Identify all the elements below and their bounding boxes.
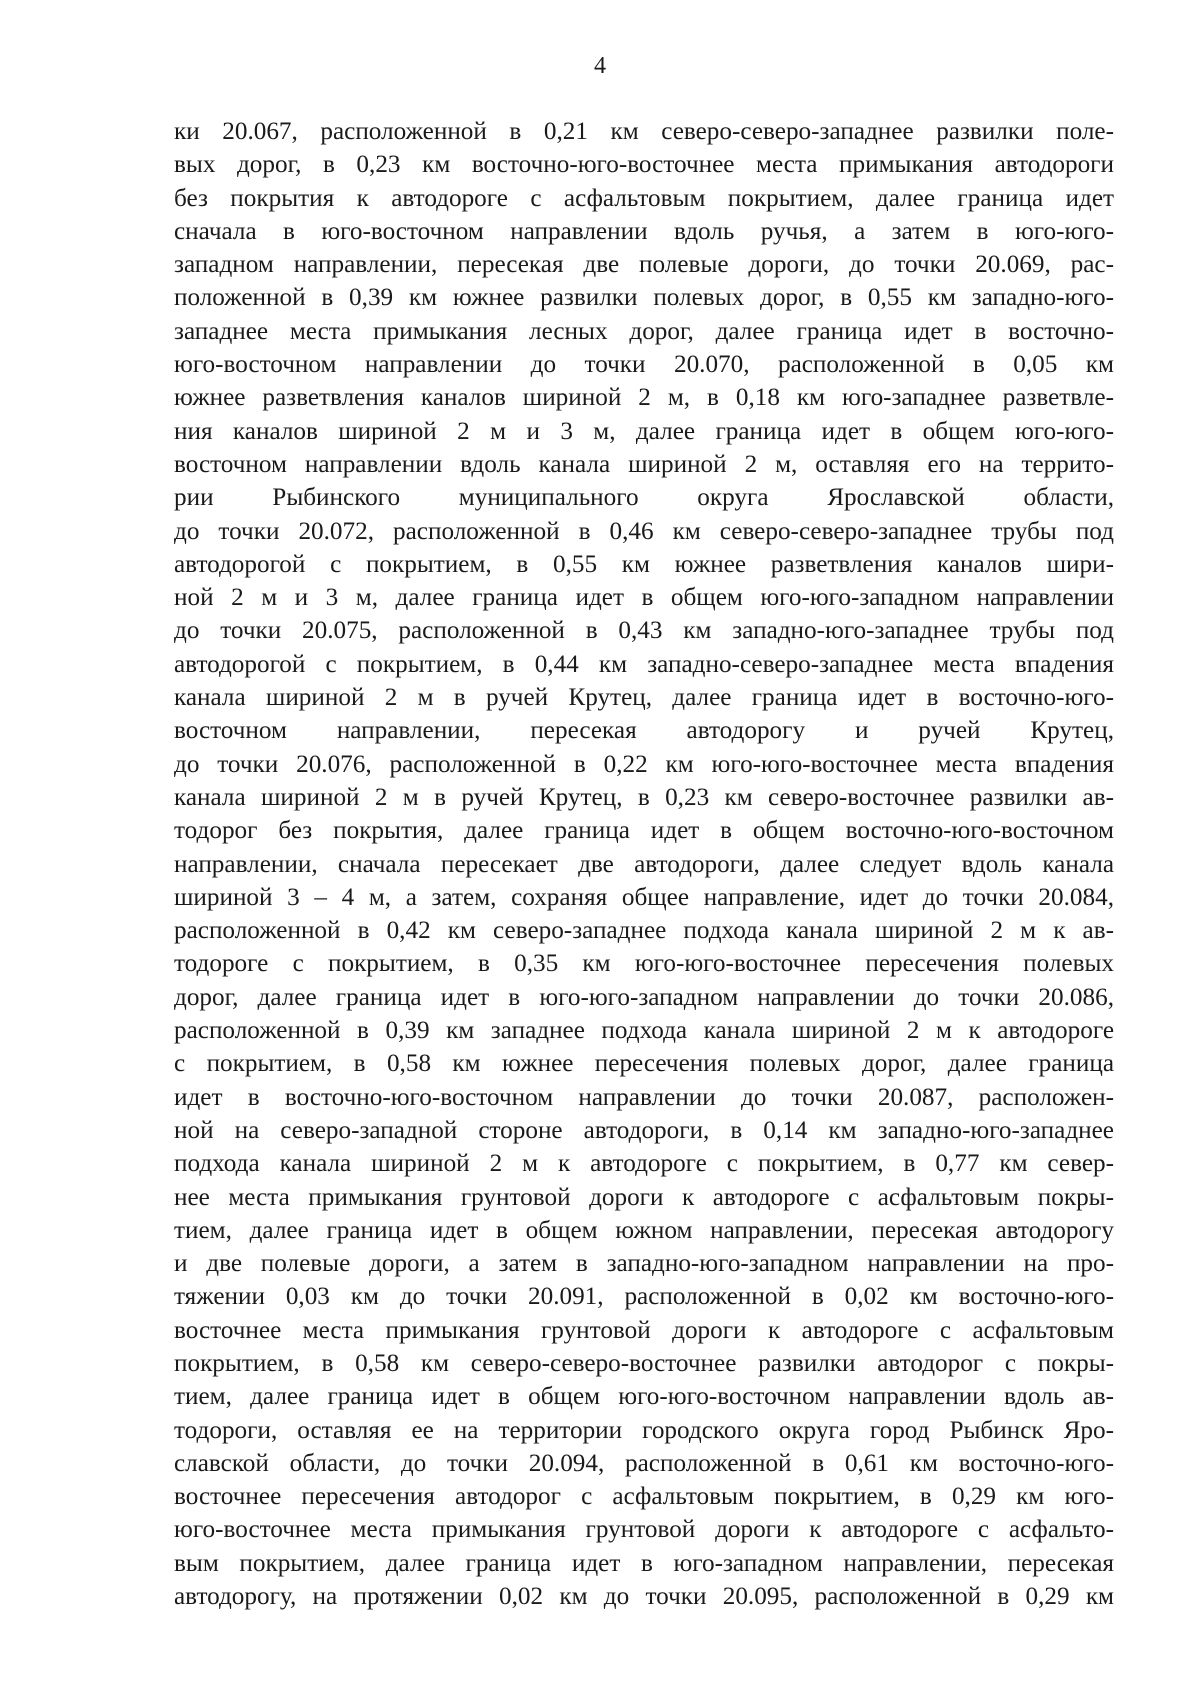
text-line: западном направлении, пересекая две полевые дороги, до точки 20.069, рас-	[174, 251, 1114, 279]
text-line: вых дорог, в 0,23 км восточно-юго-восточнее места примыкания автодороги	[174, 151, 1114, 179]
text-line: автодорогой с покрытием, в 0,44 км западно-северо-западнее места впадения	[174, 650, 1114, 678]
text-line: расположенной в 0,39 км западнее подхода канала шириной 2 м к автодороге	[174, 1017, 1114, 1045]
text-line: ки 20.067, расположенной в 0,21 км северо-северо-западнее развилки поле-	[174, 118, 1114, 145]
text-line: восточном направлении вдоль канала шириной 2 м, оставляя его на террито-	[174, 450, 1114, 478]
text-line: тием, далее граница идет в общем юго-юго-восточном направлении вдоль ав-	[174, 1383, 1114, 1411]
text-line: юго-восточном направлении до точки 20.070, расположенной в 0,05 км	[174, 351, 1114, 379]
document-body	[174, 115, 1114, 1613]
text-line: восточнее места примыкания грунтовой дороги к автодороге с асфальтовым	[174, 1316, 1114, 1344]
text-line: и две полевые дороги, а затем в западно-юго-западном направлении на про-	[174, 1250, 1114, 1278]
text-line: нее места примыкания грунтовой дороги к автодороге с асфальтовым покры-	[174, 1183, 1114, 1211]
text-line: южнее разветвления каналов шириной 2 м, в 0,18 км юго-западнее разветвле-	[174, 384, 1114, 412]
text-line: без покрытия к автодороге с асфальтовым покрытием, далее граница идет	[174, 184, 1114, 212]
text-line: тодороге с покрытием, в 0,35 км юго-юго-восточнее пересечения полевых	[174, 950, 1114, 978]
text-line: юго-восточнее места примыкания грунтовой дороги к автодороге с асфальто-	[174, 1516, 1114, 1544]
text-line: славской области, до точки 20.094, расположенной в 0,61 км восточно-юго-	[174, 1449, 1114, 1477]
text-line: подхода канала шириной 2 м к автодороге с покрытием, в 0,77 км север-	[174, 1150, 1114, 1178]
text-line: ной 2 м и 3 м, далее граница идет в общем юго-юго-западном направлении	[174, 584, 1114, 612]
text-line: до точки 20.072, расположенной в 0,46 км северо-северо-западнее трубы под	[174, 517, 1114, 545]
text-line: автодорогой с покрытием, в 0,55 км южнее разветвления каналов шири-	[174, 550, 1114, 578]
text-line: дорог, далее граница идет в юго-юго-западном направлении до точки 20.086,	[174, 983, 1114, 1011]
text-line: восточном направлении, пересекая автодорогу и ручей Крутец,	[174, 717, 1114, 745]
text-line: расположенной в 0,42 км северо-западнее подхода канала шириной 2 м к ав-	[174, 917, 1114, 945]
text-line: до точки 20.076, расположенной в 0,22 км юго-юго-восточнее места впадения	[174, 750, 1114, 778]
text-line: тодороги, оставляя ее на территории городского округа город Рыбинск Яро-	[174, 1416, 1114, 1444]
text-line: до точки 20.075, расположенной в 0,43 км западно-юго-западнее трубы под	[174, 617, 1114, 645]
text-line: тием, далее граница идет в общем южном направлении, пересекая автодорогу	[174, 1216, 1114, 1244]
text-line: тодорог без покрытия, далее граница идет в общем восточно-юго-восточном	[174, 817, 1114, 845]
text-line: покрытием, в 0,58 км северо-северо-восточнее развилки автодорог с покры-	[174, 1349, 1114, 1377]
text-line: восточнее пересечения автодорог с асфальтовым покрытием, в 0,29 км юго-	[174, 1483, 1114, 1511]
text-line: тяжении 0,03 км до точки 20.091, расположенной в 0,02 км восточно-юго-	[174, 1283, 1114, 1311]
text-line: канала шириной 2 м в ручей Крутец, в 0,23 км северо-восточнее развилки ав-	[174, 783, 1114, 811]
text-line: ной на северо-западной стороне автодороги, в 0,14 км западно-юго-западнее	[174, 1116, 1114, 1144]
text-line: автодорогу, на протяжении 0,02 км до точки 20.095, расположенной в 0,29 км	[174, 1583, 1114, 1611]
text-line: западнее места примыкания лесных дорог, далее граница идет в восточно-	[174, 317, 1114, 345]
text-line: идет в восточно-юго-восточном направлении до точки 20.087, расположен-	[174, 1083, 1114, 1111]
text-line: положенной в 0,39 км южнее развилки полевых дорог, в 0,55 км западно-юго-	[174, 284, 1114, 312]
text-line: рии Рыбинского муниципального округа Ярославской области,	[174, 484, 1114, 512]
text-line: шириной 3 – 4 м, а затем, сохраняя общее направление, идет до точки 20.084,	[174, 883, 1114, 911]
text-line: сначала в юго-восточном направлении вдоль ручья, а затем в юго-юго-	[174, 217, 1114, 245]
text-line: вым покрытием, далее граница идет в юго-западном направлении, пересекая	[174, 1549, 1114, 1577]
text-line: канала шириной 2 м в ручей Крутец, далее граница идет в восточно-юго-	[174, 684, 1114, 712]
text-line: с покрытием, в 0,58 км южнее пересечения полевых дорог, далее граница	[174, 1050, 1114, 1078]
text-line: ния каналов шириной 2 м и 3 м, далее граница идет в общем юго-юго-	[174, 417, 1114, 445]
page-number: 4	[594, 53, 606, 79]
text-line: направлении, сначала пересекает две автодороги, далее следует вдоль канала	[174, 850, 1114, 878]
